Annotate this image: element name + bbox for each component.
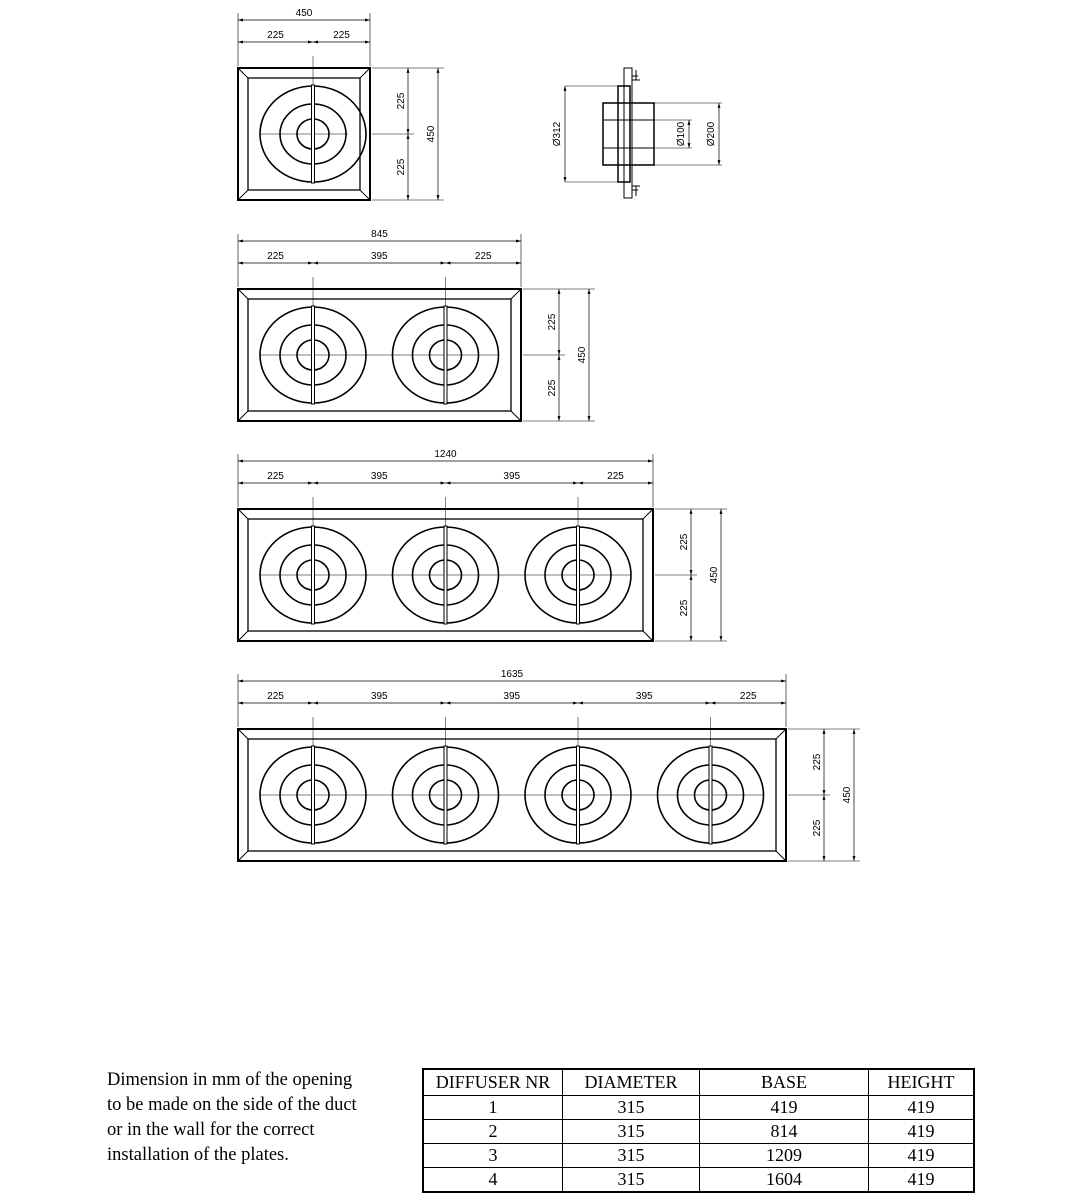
side-view-collar [603, 103, 654, 165]
column-header: DIAMETER [563, 1069, 700, 1096]
table-cell: 814 [700, 1120, 869, 1144]
side-view-fixing-top [632, 70, 640, 80]
dim-label-overall-height: 450 [842, 786, 853, 804]
dim-label-segment: 225 [267, 691, 284, 702]
dim-label-height-segment: 225 [547, 313, 558, 331]
plate-bevel-line [511, 289, 521, 299]
side-view-mount [624, 68, 632, 198]
dim-label-segment: 395 [503, 471, 521, 482]
diffuser-nozzle [260, 56, 366, 183]
dim-label-height-segment: 225 [679, 533, 690, 551]
note-line: Dimension in mm of the opening [107, 1070, 353, 1090]
dim-label-segment: 225 [267, 251, 284, 262]
diffuser-nozzle [393, 497, 499, 624]
diffuser-plate-3 [238, 449, 727, 641]
dim-label-segment: 395 [635, 691, 653, 702]
dim-label-overall-width: 1240 [434, 449, 457, 460]
nozzle-center-bar [709, 746, 712, 844]
table-header-row [423, 1069, 974, 1096]
diffuser-nozzle [260, 717, 366, 844]
dim-label-segment: 225 [474, 251, 492, 262]
nozzle-center-bar [444, 746, 447, 844]
table-cell: 419 [700, 1096, 869, 1120]
nozzle-center-bar [312, 746, 315, 844]
plate-bevel-line [643, 631, 653, 641]
plate-bevel-line [238, 631, 248, 641]
dim-label-segment: 225 [267, 30, 284, 41]
plate-bevel-line [511, 411, 521, 421]
table-cell: 419 [869, 1120, 975, 1144]
dim-label-overall-width: 450 [295, 8, 313, 19]
installation-note [107, 1068, 407, 1168]
plate-bevel-line [643, 509, 653, 519]
plate-bevel-line [238, 190, 248, 200]
diffuser-nozzle [525, 497, 631, 624]
side-view [565, 68, 722, 198]
diffuser-nozzle [393, 277, 499, 404]
plate-bevel-line [776, 851, 786, 861]
dim-label-overall-width: 845 [371, 229, 388, 240]
nozzle-center-bar [577, 526, 580, 624]
dim-label-height-segment: 225 [679, 599, 690, 617]
dim-label-segment: 395 [503, 691, 521, 702]
nozzle-center-bar [312, 85, 315, 183]
column-header: HEIGHT [869, 1069, 975, 1096]
column-header: DIFFUSER NR [423, 1069, 563, 1096]
diffuser-plate-2 [238, 229, 595, 421]
dim-label-overall-height: 450 [426, 125, 437, 143]
nozzle-center-bar [444, 306, 447, 404]
nozzle-center-bar [312, 526, 315, 624]
table-cell: 315 [563, 1120, 700, 1144]
dim-label-overall-height: 450 [709, 566, 720, 584]
table-row [423, 1096, 974, 1120]
table-cell: 419 [869, 1096, 975, 1120]
dim-label-overall-height: 450 [577, 346, 588, 364]
dim-label-segment: 225 [267, 471, 284, 482]
dim-label-height-segment: 225 [547, 379, 558, 397]
plate-bevel-line [360, 190, 370, 200]
plate-bevel-line [238, 68, 248, 78]
note-line: or in the wall for the correct [107, 1120, 315, 1140]
dim-label-d100: Ø100 [676, 121, 687, 147]
dim-label-segment: 395 [370, 691, 388, 702]
dim-label-segment: 395 [370, 471, 388, 482]
nozzle-center-bar [577, 746, 580, 844]
table-cell: 4 [423, 1168, 563, 1193]
table-cell: 315 [563, 1144, 700, 1168]
dim-label-segment: 225 [333, 30, 350, 41]
table-cell: 1209 [700, 1144, 869, 1168]
dim-label-segment: 395 [370, 251, 388, 262]
table-cell: 3 [423, 1144, 563, 1168]
table-cell: 419 [869, 1144, 975, 1168]
dim-label-segment: 225 [607, 471, 624, 482]
diffuser-nozzle [658, 717, 764, 844]
dim-label-d312: Ø312 [552, 121, 563, 147]
table-cell: 419 [869, 1168, 975, 1193]
plate-bevel-line [238, 289, 248, 299]
plate-bevel-line [238, 729, 248, 739]
plate-bevel-line [776, 729, 786, 739]
dim-label-height-segment: 225 [812, 753, 823, 771]
note-line: installation of the plates. [107, 1145, 289, 1165]
table-cell: 1604 [700, 1168, 869, 1193]
column-header: BASE [700, 1069, 869, 1096]
plate-bevel-line [238, 851, 248, 861]
note-line: to be made on the side of the duct [107, 1095, 357, 1115]
diffuser-nozzle [393, 717, 499, 844]
plate-bevel-line [360, 68, 370, 78]
plate-bevel-line [238, 411, 248, 421]
plates-layer [238, 8, 860, 861]
nozzle-center-bar [444, 526, 447, 624]
diffuser-plate-1 [238, 8, 444, 200]
plate-bevel-line [238, 509, 248, 519]
dim-label-height-segment: 225 [396, 92, 407, 110]
side-view-fixing-bottom [632, 186, 640, 196]
diffuser-plate-4 [238, 669, 860, 861]
dim-label-d200: Ø200 [706, 121, 717, 147]
table-row [423, 1144, 974, 1168]
dim-label-segment: 225 [739, 691, 757, 702]
table-cell: 315 [563, 1168, 700, 1193]
nozzle-center-bar [312, 306, 315, 404]
diffuser-spec-table [422, 1068, 975, 1193]
table-cell: 2 [423, 1120, 563, 1144]
dim-label-height-segment: 225 [812, 819, 823, 837]
diffuser-nozzle [525, 717, 631, 844]
table-row [423, 1168, 974, 1193]
dim-label-height-segment: 225 [396, 158, 407, 176]
table-cell: 1 [423, 1096, 563, 1120]
table-cell: 315 [563, 1096, 700, 1120]
table-row [423, 1120, 974, 1144]
dim-label-overall-width: 1635 [500, 669, 524, 680]
diffuser-nozzle [260, 497, 366, 624]
diffuser-nozzle [260, 277, 366, 404]
